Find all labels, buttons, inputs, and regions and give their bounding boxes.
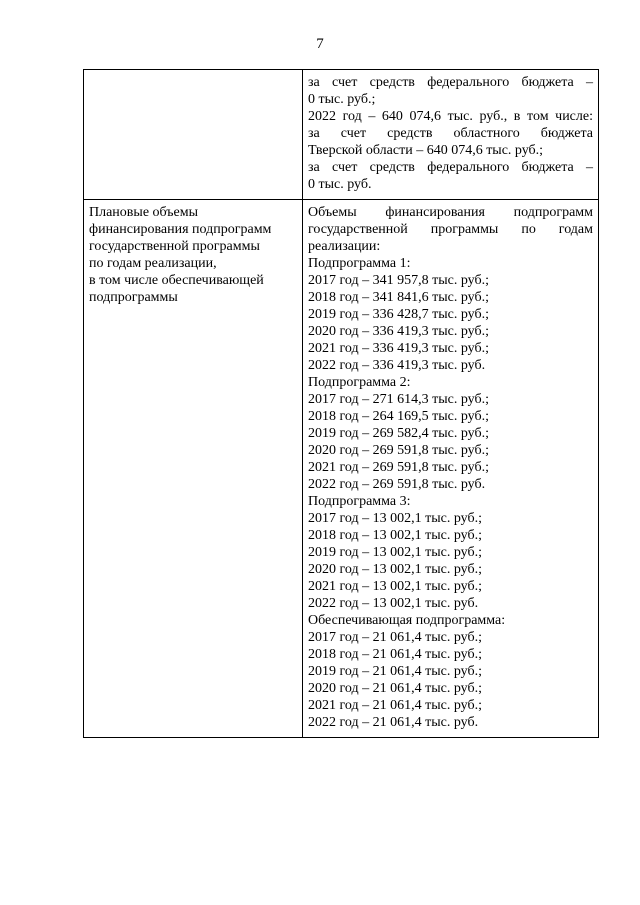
text-line: 2022 год – 269 591,8 тыс. руб.	[308, 477, 486, 492]
text-line: 2019 год – 269 582,4 тыс. руб.;	[308, 426, 489, 441]
label-line: Плановые объемы	[89, 205, 199, 220]
text-line: 2017 год – 271 614,3 тыс. руб.;	[308, 392, 489, 407]
text-line: 2020 год – 21 061,4 тыс. руб.;	[308, 681, 482, 696]
text-line: государственной программы по годам	[308, 222, 593, 237]
text-line: 2018 год – 21 061,4 тыс. руб.;	[308, 647, 482, 662]
label-line: государственной программы	[89, 239, 260, 254]
program-passport-table	[83, 69, 599, 738]
text-line: 2019 год – 21 061,4 тыс. руб.;	[308, 664, 482, 679]
text-line: 2017 год – 13 002,1 тыс. руб.;	[308, 511, 482, 526]
text-line: 0 тыс. руб.;	[308, 92, 376, 107]
text-line: Подпрограмма 2:	[308, 375, 411, 390]
row2-label-cell	[84, 200, 303, 738]
text-line: 2020 год – 269 591,8 тыс. руб.;	[308, 443, 489, 458]
text-line: 2019 год – 336 428,7 тыс. руб.;	[308, 307, 489, 322]
text-line: 2019 год – 13 002,1 тыс. руб.;	[308, 545, 482, 560]
text-line: 2021 год – 336 419,3 тыс. руб.;	[308, 341, 489, 356]
text-line: за счет средств федерального бюджета –	[308, 160, 593, 175]
row2-value-cell	[303, 200, 599, 738]
text-line: 2018 год – 341 841,6 тыс. руб.;	[308, 290, 489, 305]
row1-label-cell	[84, 70, 303, 200]
text-line: 2021 год – 269 591,8 тыс. руб.;	[308, 460, 489, 475]
table-row	[84, 70, 599, 200]
label-line: по годам реализации,	[89, 256, 217, 271]
row1-value-cell	[303, 70, 599, 200]
text-line: 2018 год – 264 169,5 тыс. руб.;	[308, 409, 489, 424]
text-line: реализации:	[308, 239, 381, 254]
text-line: Подпрограмма 1:	[308, 256, 411, 271]
text-line: 2021 год – 13 002,1 тыс. руб.;	[308, 579, 482, 594]
table-row	[84, 200, 599, 738]
text-line: Тверской области – 640 074,6 тыс. руб.;	[308, 143, 544, 158]
label-line: подпрограммы	[89, 290, 178, 305]
text-line: за счет средств областного бюджета	[308, 126, 593, 141]
text-line: за счет средств федерального бюджета –	[308, 75, 593, 90]
text-line: Объемы финансирования подпрограмм	[308, 205, 593, 220]
text-line: 0 тыс. руб.	[308, 177, 372, 192]
text-line: 2017 год – 341 957,8 тыс. руб.;	[308, 273, 489, 288]
text-line: 2020 год – 13 002,1 тыс. руб.;	[308, 562, 482, 577]
page-number: 7	[316, 36, 324, 52]
text-line: Подпрограмма 3:	[308, 494, 411, 509]
text-line: 2022 год – 21 061,4 тыс. руб.	[308, 715, 479, 730]
label-line: финансирования подпрограмм	[89, 222, 272, 237]
text-line: 2017 год – 21 061,4 тыс. руб.;	[308, 630, 482, 645]
text-line: 2020 год – 336 419,3 тыс. руб.;	[308, 324, 489, 339]
text-line: 2018 год – 13 002,1 тыс. руб.;	[308, 528, 482, 543]
text-line: Обеспечивающая подпрограмма:	[308, 613, 506, 628]
label-line: в том числе обеспечивающей	[89, 273, 264, 288]
text-line: 2021 год – 21 061,4 тыс. руб.;	[308, 698, 482, 713]
text-line: 2022 год – 336 419,3 тыс. руб.	[308, 358, 486, 373]
text-line: 2022 год – 640 074,6 тыс. руб., в том числе:	[308, 109, 593, 124]
text-line: 2022 год – 13 002,1 тыс. руб.	[308, 596, 479, 611]
